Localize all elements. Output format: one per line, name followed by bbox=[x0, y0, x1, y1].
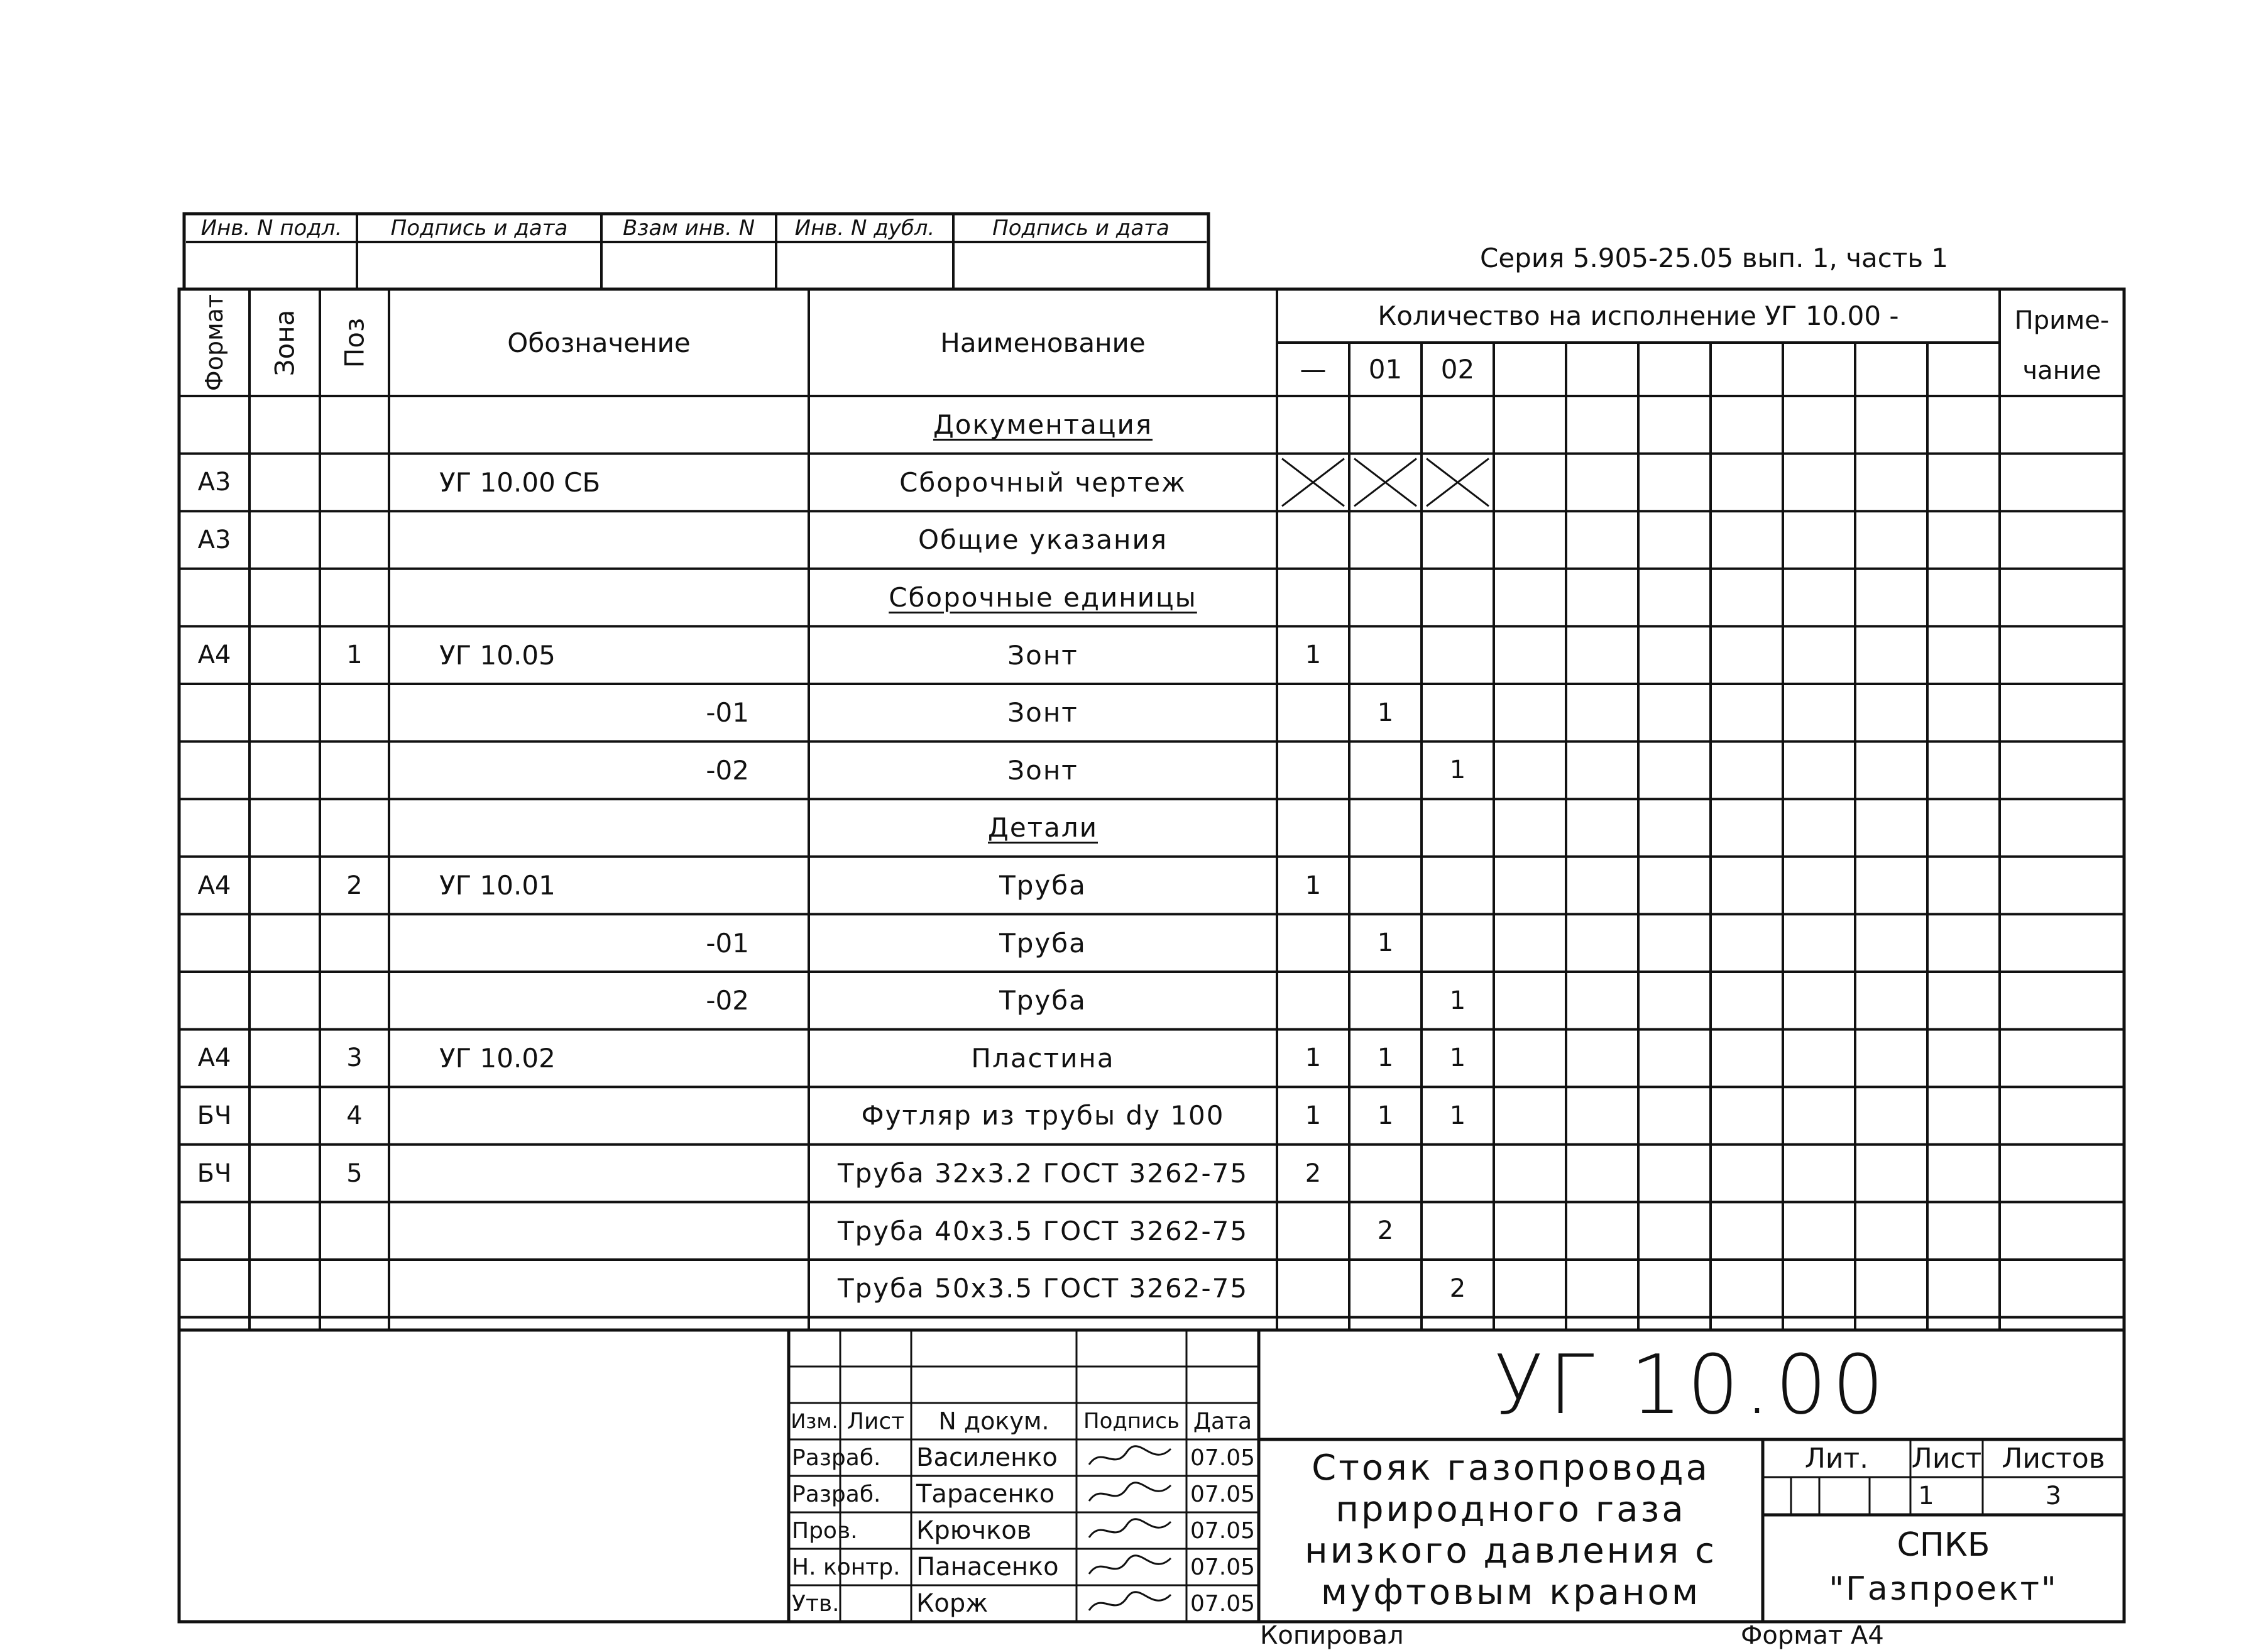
stamp-vzam-inv: Взам инв. N bbox=[622, 215, 755, 241]
sheet-number: 1 bbox=[1918, 1482, 1934, 1510]
sheets-total: 3 bbox=[2045, 1482, 2062, 1510]
section-heading: Детали bbox=[988, 812, 1098, 844]
row-variant-suffix bbox=[389, 1202, 749, 1260]
header-note-2: чание bbox=[2022, 356, 2101, 385]
row-qty-variant-2 bbox=[1422, 799, 1494, 857]
stamp-inv-podl: Инв. N подл. bbox=[200, 215, 342, 241]
stamp-inv-dubl: Инв. N дубл. bbox=[794, 215, 935, 241]
row-qty-variant-0 bbox=[1277, 1260, 1349, 1317]
lit-label: Лит. bbox=[1804, 1442, 1869, 1475]
row-name: Труба 50x3.5 ГОСТ 3262-75 bbox=[837, 1273, 1249, 1304]
header-variant-02: 02 bbox=[1440, 354, 1475, 385]
approval-name: Крючков bbox=[916, 1516, 1032, 1545]
row-qty-variant-1 bbox=[1349, 626, 1422, 684]
row-position bbox=[320, 396, 389, 454]
row-name: Труба bbox=[999, 927, 1087, 959]
row-position bbox=[320, 511, 389, 569]
row-qty-variant-2 bbox=[1422, 396, 1494, 454]
row-name: Зонт bbox=[1007, 697, 1078, 729]
row-qty-variant-1 bbox=[1349, 1260, 1422, 1317]
row-format bbox=[179, 684, 249, 742]
row-qty-variant-2 bbox=[1422, 1202, 1494, 1260]
signature-scribble bbox=[1076, 1549, 1186, 1585]
row-qty-variant-1 bbox=[1349, 857, 1422, 915]
row-format bbox=[179, 1260, 249, 1317]
header-variant-01: 01 bbox=[1368, 354, 1403, 385]
row-qty-variant-2 bbox=[1422, 1145, 1494, 1202]
row-format bbox=[179, 972, 249, 1030]
row-position bbox=[320, 799, 389, 857]
header-zone-cell bbox=[249, 289, 320, 396]
header-name: Наименование bbox=[940, 327, 1146, 358]
row-variant-suffix bbox=[389, 1260, 749, 1317]
row-qty-variant-1: 2 bbox=[1377, 1216, 1394, 1246]
row-qty-variant-2 bbox=[1422, 454, 1494, 512]
row-name: Зонт bbox=[1007, 754, 1078, 786]
row-variant-suffix bbox=[389, 454, 749, 512]
approval-role: Разраб. bbox=[792, 1444, 881, 1471]
row-variant-suffix bbox=[389, 857, 749, 915]
row-name: Труба bbox=[999, 870, 1087, 901]
org-name: СПКБ bbox=[1897, 1526, 1990, 1564]
row-position: 5 bbox=[346, 1158, 363, 1188]
approval-date: 07.05 bbox=[1190, 1517, 1256, 1544]
row-qty-variant-1 bbox=[1349, 569, 1422, 627]
approval-date: 07.05 bbox=[1190, 1481, 1256, 1507]
row-qty-variant-0 bbox=[1277, 454, 1349, 512]
col-head-date: Дата bbox=[1193, 1408, 1252, 1434]
col-head-izm: Изм. bbox=[791, 1409, 838, 1433]
drawing-title-line-1: Стояк газопровода bbox=[1312, 1448, 1710, 1488]
row-position bbox=[320, 684, 389, 742]
signature bbox=[1076, 1512, 1186, 1549]
sheet-label: Лист bbox=[1911, 1442, 1982, 1475]
approval-name: Корж bbox=[916, 1589, 989, 1618]
header-format: Формат bbox=[200, 294, 229, 392]
row-qty-variant-2 bbox=[1422, 511, 1494, 569]
row-format: А4 bbox=[197, 871, 231, 900]
section-heading: Документация bbox=[933, 409, 1153, 441]
row-variant-suffix bbox=[389, 1145, 749, 1202]
row-qty-variant-1: 1 bbox=[1377, 1043, 1394, 1073]
row-position: 1 bbox=[346, 641, 363, 670]
approval-date: 07.05 bbox=[1190, 1554, 1256, 1580]
row-qty-variant-2 bbox=[1422, 857, 1494, 915]
row-designation: УГ 10.05 bbox=[439, 639, 556, 671]
row-variant-suffix bbox=[389, 396, 749, 454]
row-format: А3 bbox=[197, 525, 231, 554]
approval-role: Утв. bbox=[792, 1590, 840, 1617]
header-quantity: Количество на исполнение УГ 10.00 - bbox=[1378, 300, 1899, 331]
row-qty-variant-0 bbox=[1277, 569, 1349, 627]
row-qty-variant-2: 1 bbox=[1449, 986, 1466, 1015]
drawing-title bbox=[1259, 1439, 1763, 1622]
row-variant-suffix bbox=[389, 569, 749, 627]
row-qty-variant-0: 2 bbox=[1305, 1158, 1322, 1188]
row-qty-variant-2 bbox=[1422, 569, 1494, 627]
row-qty-variant-0: 1 bbox=[1305, 1101, 1322, 1130]
signature bbox=[1076, 1585, 1186, 1622]
col-head-doc-no: N докум. bbox=[938, 1407, 1049, 1435]
row-name: Общие указания bbox=[918, 524, 1168, 556]
row-position bbox=[320, 742, 389, 800]
row-position: 3 bbox=[346, 1043, 363, 1073]
row-qty-variant-1 bbox=[1349, 799, 1422, 857]
header-note-1: Приме- bbox=[2014, 306, 2110, 335]
row-qty-variant-0 bbox=[1277, 799, 1349, 857]
sheets-label: Листов bbox=[2002, 1442, 2105, 1475]
header-designation: Обозначение bbox=[507, 327, 691, 358]
signature bbox=[1076, 1549, 1186, 1585]
row-name: Труба bbox=[999, 985, 1087, 1016]
row-name: Труба 32x3.2 ГОСТ 3262-75 bbox=[837, 1158, 1249, 1189]
row-format bbox=[179, 569, 249, 627]
format-label: Формат А4 bbox=[1741, 1621, 1884, 1650]
row-designation: УГ 10.00 СБ bbox=[439, 466, 601, 498]
approval-date: 07.05 bbox=[1190, 1590, 1256, 1617]
row-position bbox=[320, 1202, 389, 1260]
row-designation: УГ 10.02 bbox=[439, 1042, 556, 1074]
signature bbox=[1076, 1439, 1186, 1476]
row-position bbox=[320, 914, 389, 972]
row-position bbox=[320, 569, 389, 627]
row-format: А3 bbox=[197, 468, 231, 497]
copied-label: Копировал bbox=[1260, 1621, 1404, 1650]
signature-scribble bbox=[1076, 1585, 1186, 1622]
row-position bbox=[320, 1260, 389, 1317]
approval-name: Василенко bbox=[916, 1443, 1058, 1472]
row-variant-suffix bbox=[389, 799, 749, 857]
row-variant-suffix bbox=[389, 1030, 749, 1087]
row-qty-variant-2: 1 bbox=[1449, 1043, 1466, 1073]
row-qty-variant-0 bbox=[1277, 511, 1349, 569]
signature-scribble bbox=[1076, 1439, 1186, 1476]
row-qty-variant-0 bbox=[1277, 1202, 1349, 1260]
row-position bbox=[320, 972, 389, 1030]
row-name: Труба 40x3.5 ГОСТ 3262-75 bbox=[837, 1215, 1249, 1246]
row-qty-variant-1: 1 bbox=[1377, 1101, 1394, 1130]
row-qty-variant-0 bbox=[1277, 396, 1349, 454]
org-subname: "Газпроект" bbox=[1829, 1570, 2058, 1608]
row-position: 4 bbox=[346, 1101, 363, 1130]
row-format bbox=[179, 1202, 249, 1260]
row-qty-variant-1 bbox=[1349, 511, 1422, 569]
row-format bbox=[179, 742, 249, 800]
approval-role: Разраб. bbox=[792, 1481, 881, 1507]
row-qty-variant-1 bbox=[1349, 972, 1422, 1030]
approval-date: 07.05 bbox=[1190, 1444, 1256, 1471]
header-format-cell bbox=[179, 289, 249, 396]
section-heading: Сборочные единицы bbox=[889, 582, 1197, 613]
row-format: БЧ bbox=[197, 1101, 232, 1130]
row-qty-variant-0: 1 bbox=[1305, 871, 1322, 900]
row-qty-variant-1: 1 bbox=[1377, 928, 1394, 958]
row-variant-suffix bbox=[389, 1087, 749, 1145]
drawing-title-line-2: природного газа bbox=[1335, 1489, 1686, 1530]
approval-role: Пров. bbox=[792, 1517, 858, 1544]
header-pos-cell bbox=[320, 289, 389, 396]
row-name: Зонт bbox=[1007, 639, 1078, 671]
col-head-signature: Подпись bbox=[1083, 1409, 1180, 1434]
row-qty-variant-2: 1 bbox=[1449, 756, 1466, 785]
series-label: Серия 5.905-25.05 вып. 1, часть 1 bbox=[1480, 242, 1949, 273]
signature-scribble bbox=[1076, 1512, 1186, 1549]
row-name: Футляр из трубы dy 100 bbox=[861, 1100, 1225, 1131]
drawing-title-line-4: муфтовым краном bbox=[1320, 1572, 1701, 1613]
row-qty-variant-1 bbox=[1349, 396, 1422, 454]
row-qty-variant-2 bbox=[1422, 626, 1494, 684]
drawing-title-line-3: низкого давления с bbox=[1305, 1531, 1717, 1571]
row-qty-variant-0 bbox=[1277, 742, 1349, 800]
row-name: Сборочный чертеж bbox=[899, 466, 1186, 498]
stamp-signature-date: Подпись и дата bbox=[390, 215, 568, 241]
row-variant-suffix: -01 bbox=[706, 927, 749, 959]
row-qty-variant-0: 1 bbox=[1305, 1043, 1322, 1073]
row-qty-variant-2 bbox=[1422, 684, 1494, 742]
row-qty-variant-1 bbox=[1349, 1145, 1422, 1202]
col-head-list: Лист bbox=[846, 1408, 905, 1434]
row-format bbox=[179, 396, 249, 454]
row-name: Пластина bbox=[971, 1042, 1115, 1074]
row-variant-suffix: -02 bbox=[706, 754, 749, 786]
row-format bbox=[179, 799, 249, 857]
header-zone: Зона bbox=[269, 309, 300, 376]
row-format: БЧ bbox=[197, 1158, 232, 1188]
row-format bbox=[179, 914, 249, 972]
header-variant-base: — bbox=[1300, 354, 1327, 385]
stamp-signature-date-2: Подпись и дата bbox=[992, 215, 1170, 241]
row-qty-variant-2: 2 bbox=[1449, 1273, 1466, 1303]
signature-scribble bbox=[1076, 1476, 1186, 1512]
approval-name: Панасенко bbox=[916, 1553, 1059, 1581]
row-qty-variant-1: 1 bbox=[1377, 698, 1394, 727]
row-qty-variant-2: 1 bbox=[1449, 1101, 1466, 1130]
row-qty-variant-1 bbox=[1349, 454, 1422, 512]
row-format: А4 bbox=[197, 1043, 231, 1073]
row-qty-variant-0 bbox=[1277, 972, 1349, 1030]
approval-name: Тарасенко bbox=[916, 1480, 1055, 1509]
row-position bbox=[320, 454, 389, 512]
row-variant-suffix bbox=[389, 626, 749, 684]
row-variant-suffix bbox=[389, 511, 749, 569]
row-qty-variant-1 bbox=[1349, 742, 1422, 800]
row-designation: УГ 10.01 bbox=[439, 870, 556, 901]
header-pos: Поз bbox=[339, 317, 370, 368]
row-format: А4 bbox=[197, 641, 231, 670]
row-variant-suffix: -02 bbox=[706, 985, 749, 1016]
row-qty-variant-2 bbox=[1422, 914, 1494, 972]
signature bbox=[1076, 1476, 1186, 1512]
row-variant-suffix: -01 bbox=[706, 697, 749, 729]
approval-role: Н. контр. bbox=[792, 1554, 901, 1580]
row-qty-variant-0 bbox=[1277, 684, 1349, 742]
doc-code: УГ 10.00 bbox=[1493, 1337, 1890, 1433]
row-position: 2 bbox=[346, 871, 363, 900]
row-qty-variant-0 bbox=[1277, 914, 1349, 972]
row-qty-variant-0: 1 bbox=[1305, 641, 1322, 670]
